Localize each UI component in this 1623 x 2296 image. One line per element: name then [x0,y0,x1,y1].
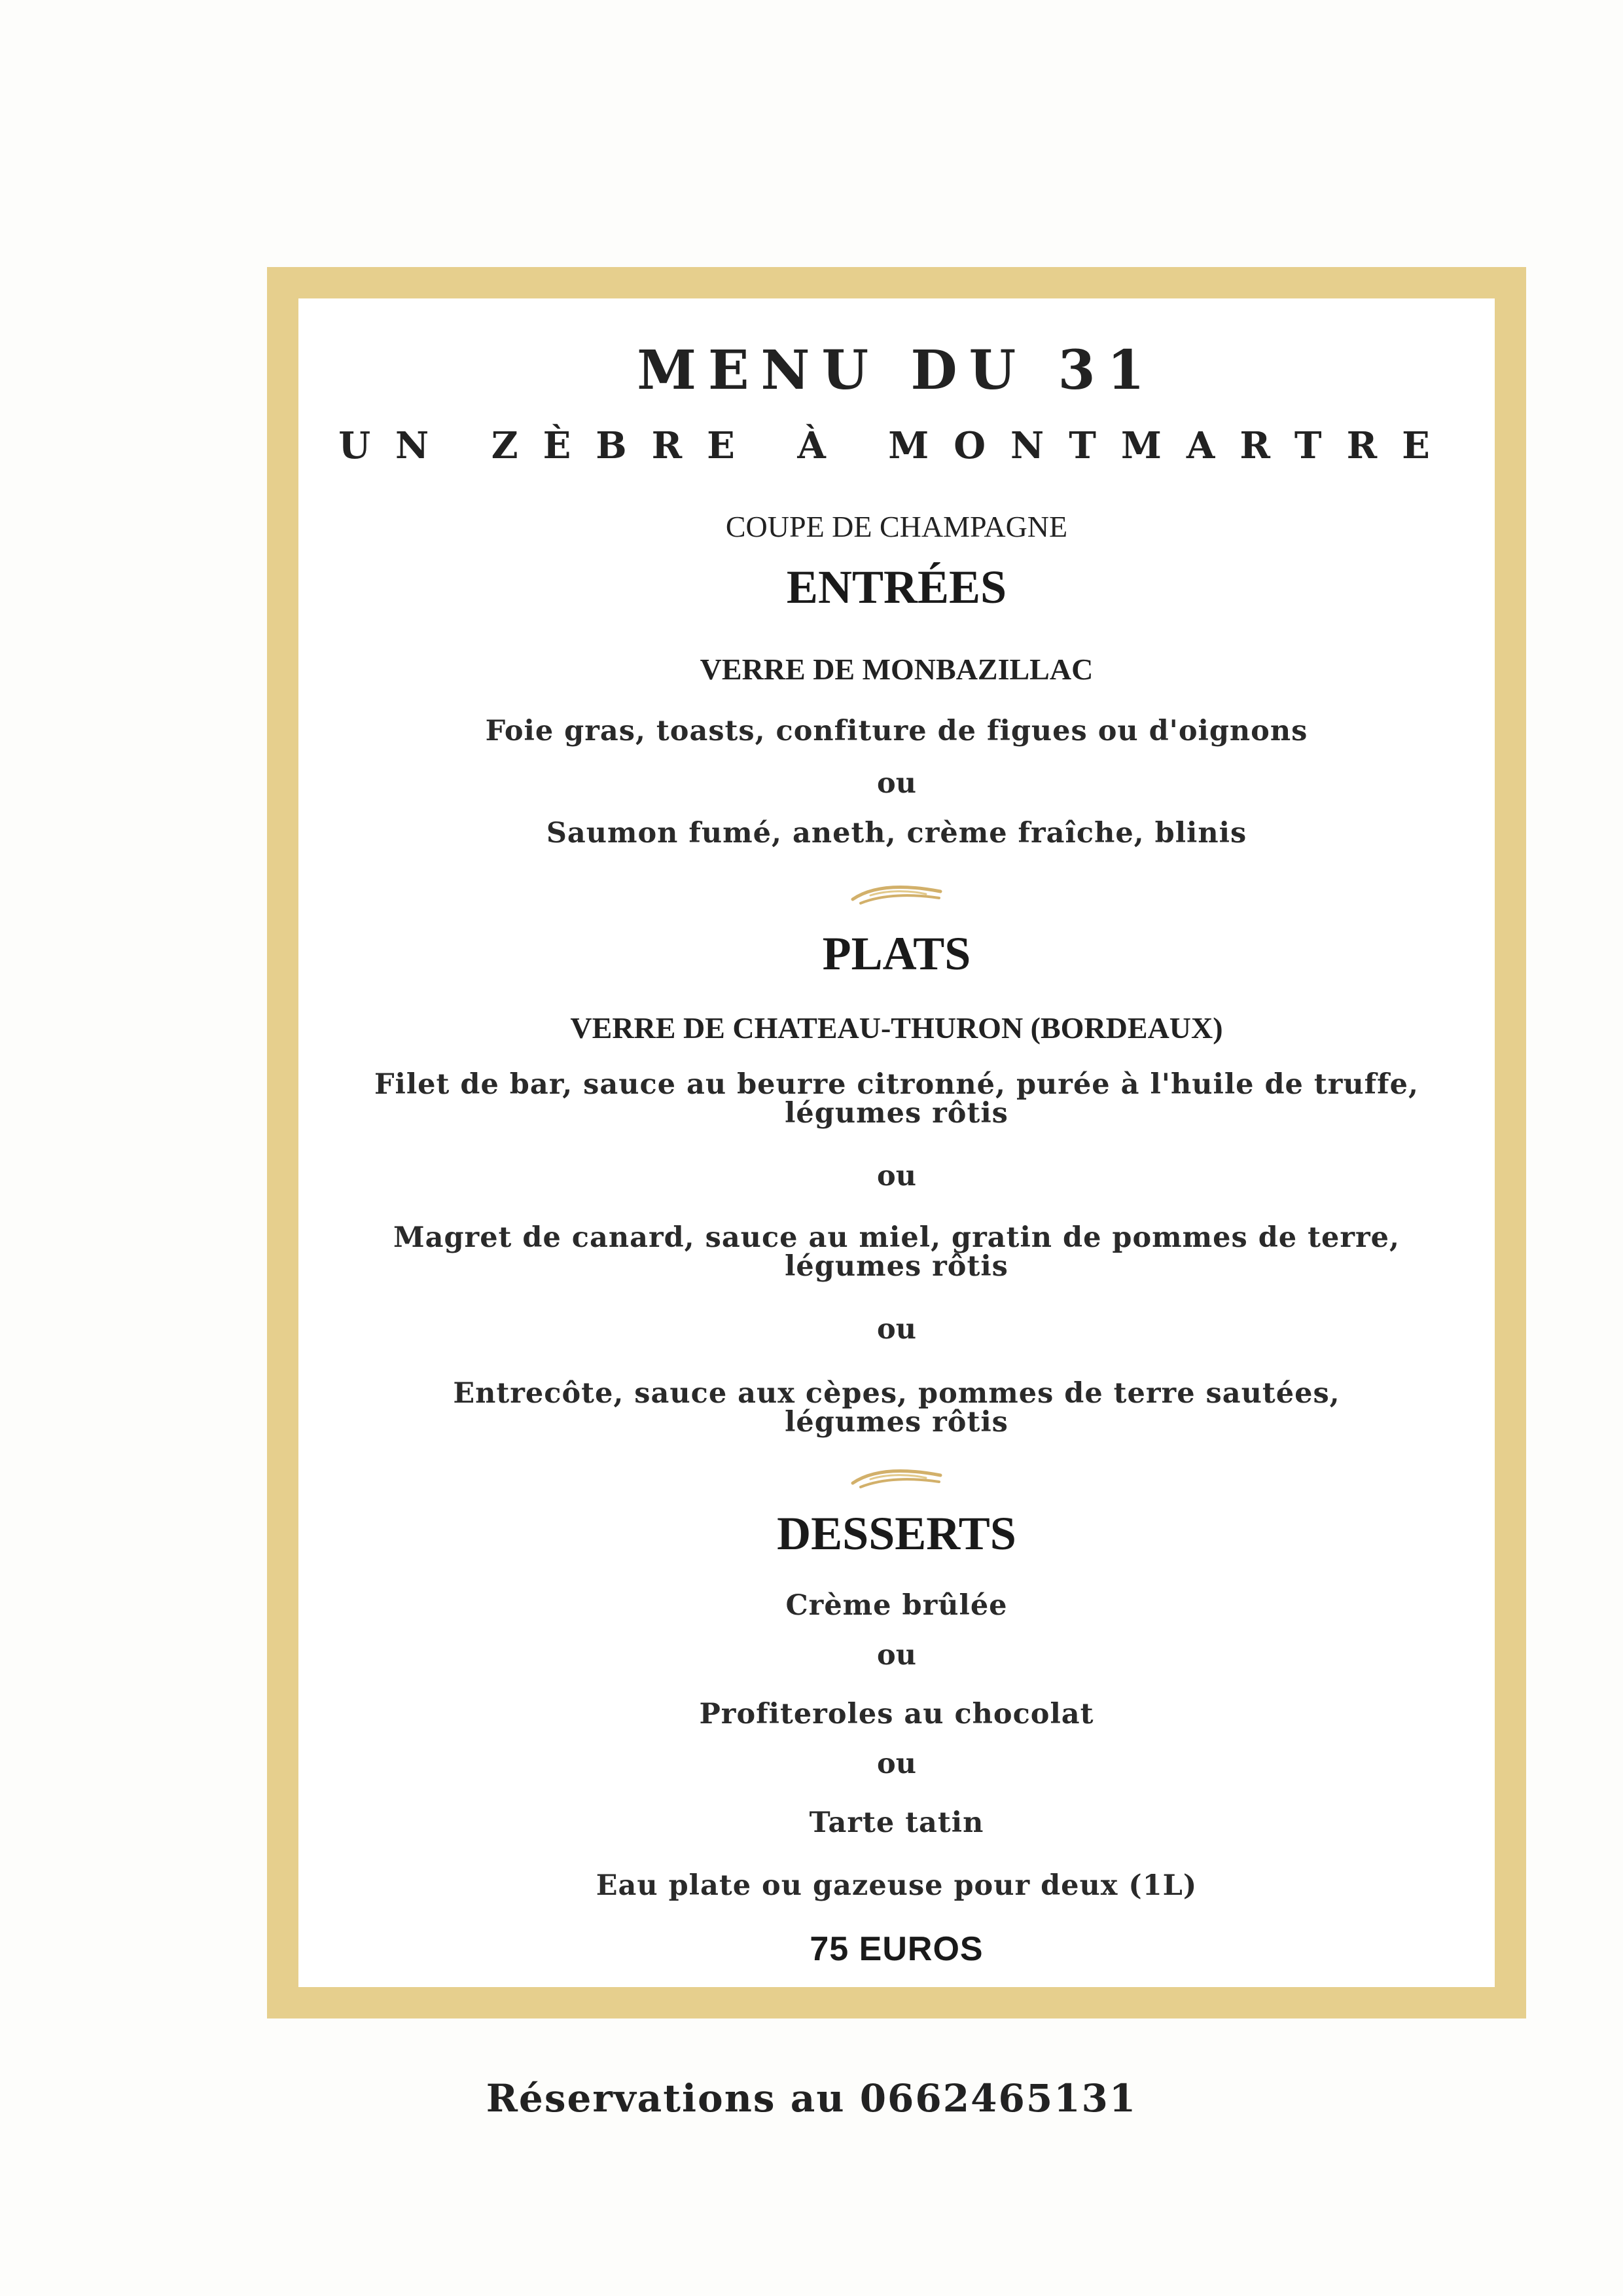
plat-dish-1-line-2: légumes rôtis [785,1097,1008,1130]
menu-price: 75 EUROS [810,1930,984,1968]
flourish-ornament-icon [847,882,946,908]
entree-dish-2: Saumon fumé, aneth, crème fraîche, blinis [546,817,1247,850]
menu-frame [267,267,1526,2018]
plat-dish-3-line-1: Entrecôte, sauce aux cèpes, pommes de terre sautées, [453,1377,1340,1410]
plat-or-1: ou [877,1160,916,1193]
menu-title: MENU DU 31 [637,339,1156,402]
section-heading-plats: PLATS [822,927,971,980]
plat-dish-2-line-2: légumes rôtis [785,1250,1008,1283]
menu-subtitle: UN ZÈBRE À MONTMARTRE [338,424,1455,467]
water-line: Eau plate ou gazeuse pour deux (1L) [596,1869,1198,1902]
aperitif-label: COUPE DE CHAMPAGNE [725,510,1068,543]
entrees-wine: VERRE DE MONBAZILLAC [700,653,1094,686]
dessert-or-1: ou [877,1639,916,1672]
plat-or-2: ou [877,1313,916,1346]
menu-content [298,298,1495,1987]
entree-or: ou [877,767,916,800]
section-heading-entrees: ENTRÉES [786,561,1007,613]
reservation-line: Réservations au 0662465131 [486,2076,1137,2121]
plats-wine: VERRE DE CHATEAU-THURON (BORDEAUX) [570,1011,1223,1045]
section-heading-desserts: DESSERTS [777,1507,1016,1560]
plat-dish-2-line-1: Magret de canard, sauce au miel, gratin de pommes de terre, [393,1221,1400,1254]
dessert-dish-3: Tarte tatin [809,1806,984,1839]
plat-dish-3-line-2: légumes rôtis [785,1406,1008,1439]
dessert-or-2: ou [877,1748,916,1780]
dessert-dish-2: Profiteroles au chocolat [699,1698,1094,1731]
plat-dish-1-line-1: Filet de bar, sauce au beurre citronné, purée à l'huile de truffe, [374,1068,1419,1101]
entree-dish-1: Foie gras, toasts, confiture de figues ou d'oignons [485,715,1308,747]
dessert-dish-1: Crème brûlée [785,1589,1008,1622]
flourish-ornament-icon [847,1466,946,1492]
